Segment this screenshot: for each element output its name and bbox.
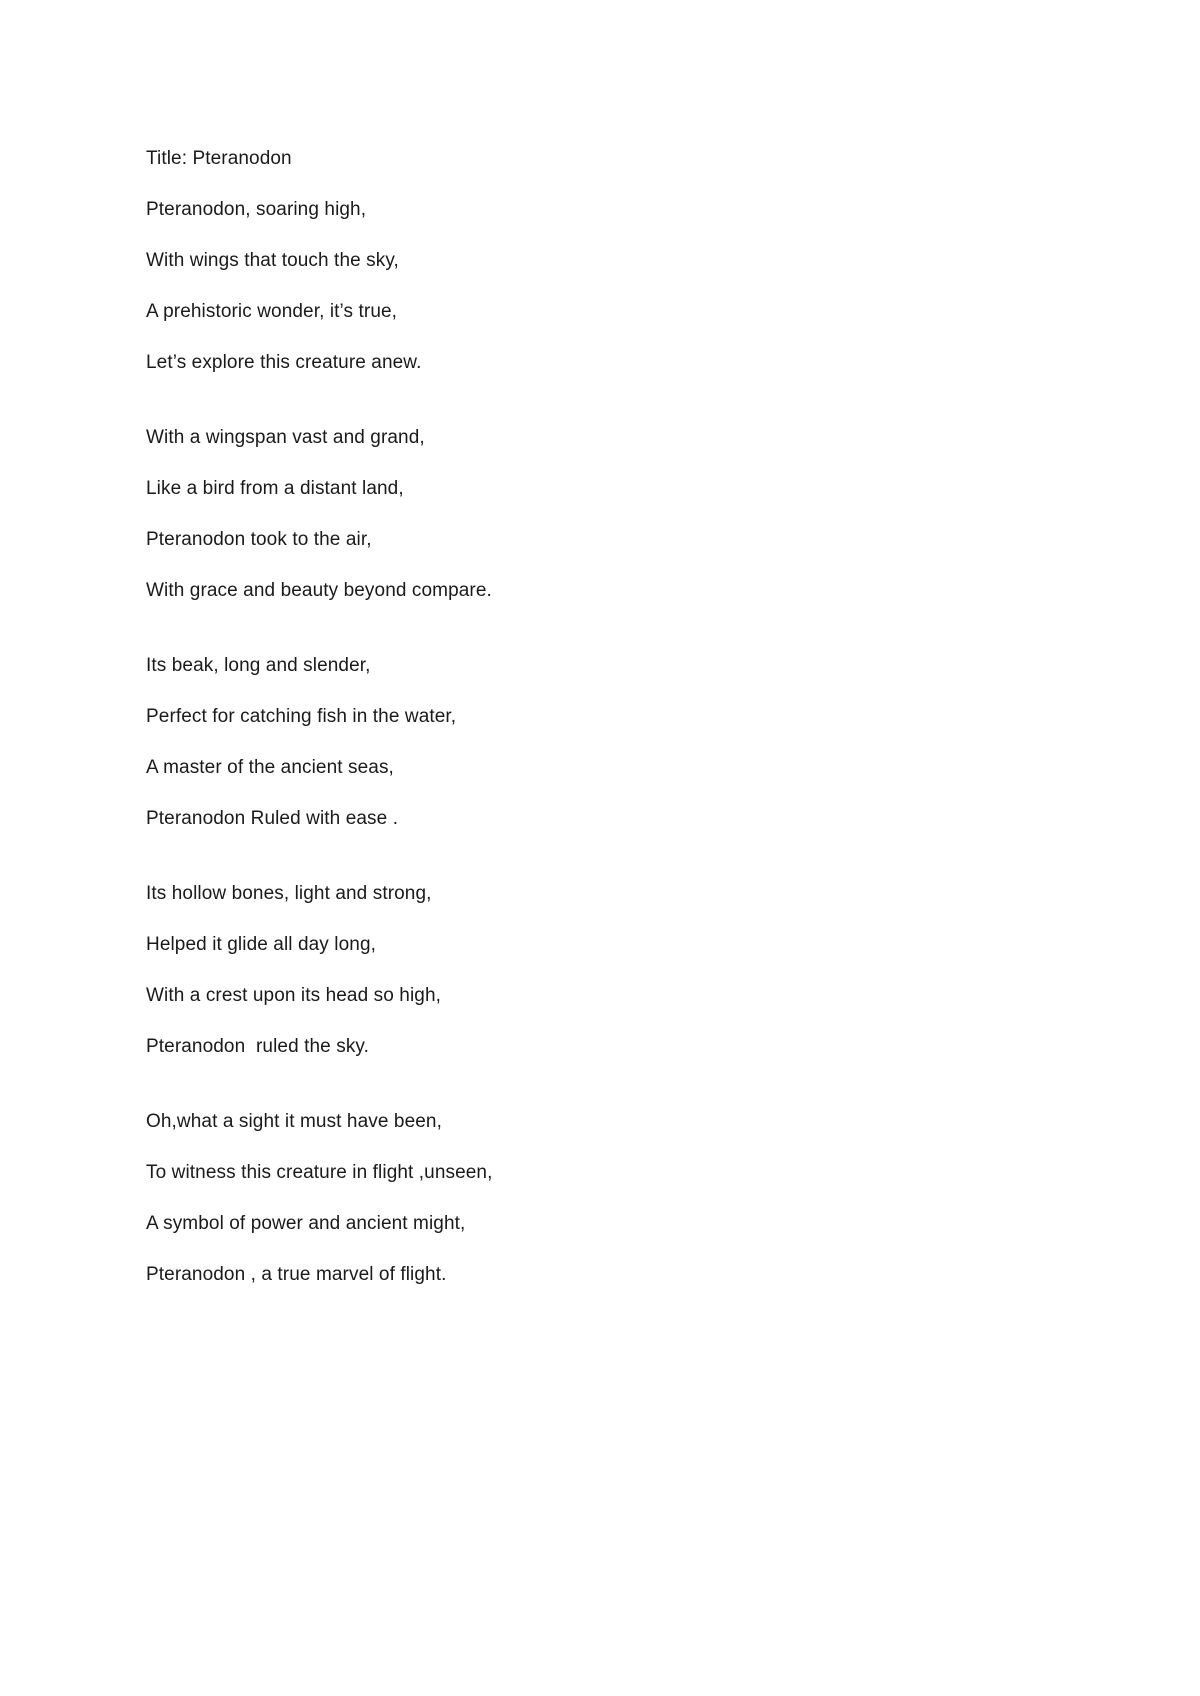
poem-title: Title: Pteranodon [146,148,292,169]
verse-line: Perfect for catching fish in the water, [146,706,457,727]
verse-line: Its hollow bones, light and strong, [146,883,432,904]
verse-line: A symbol of power and ancient might, [146,1213,466,1234]
verse-line: With a wingspan vast and grand, [146,427,425,448]
verse-line: With a crest upon its head so high, [146,985,441,1006]
verse-line: A prehistoric wonder, it’s true, [146,301,398,322]
verse-line: To witness this creature in flight ,unseen, [146,1162,493,1183]
verse-line: Pteranodon Ruled with ease . [146,808,399,829]
stanza-1 [146,198,1046,375]
verse-line: Oh,what a sight it must have been, [146,1111,442,1132]
verse-line: A master of the ancient seas, [146,757,394,778]
verse-line: Let’s explore this creature anew. [146,352,422,373]
verse-line: Pteranodon , a true marvel of flight. [146,1264,447,1285]
stanza-4 [146,882,1046,1059]
verse-line: With wings that touch the sky, [146,250,399,271]
verse-line: Pteranodon took to the air, [146,529,372,550]
verse-line: Pteranodon, soaring high, [146,199,367,220]
verse-line: With grace and beauty beyond compare. [146,580,492,601]
poem-body [146,147,1046,1287]
stanza-3 [146,654,1046,831]
stanza-2 [146,426,1046,603]
verse-line: Its beak, long and slender, [146,655,371,676]
verse-line: Pteranodon ruled the sky. [146,1036,369,1057]
verse-line: Like a bird from a distant land, [146,478,404,499]
verse-line: Helped it glide all day long, [146,934,376,955]
stanza-5 [146,1110,1046,1287]
